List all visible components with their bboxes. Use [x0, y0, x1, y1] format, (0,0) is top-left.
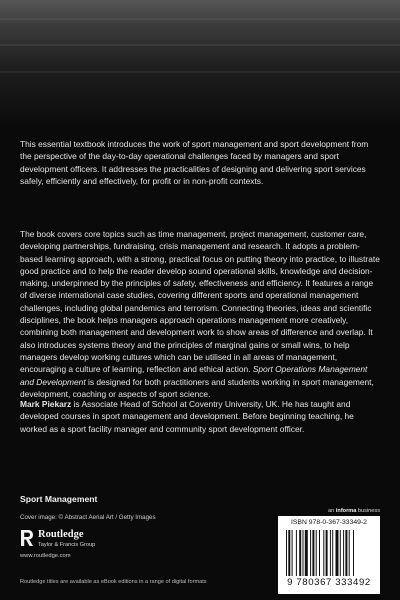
publisher-name: Routledge	[38, 529, 84, 540]
author-name: Mark Piekarz	[20, 399, 72, 409]
photo-texture-line	[0, 71, 400, 73]
description-part-1: The book covers core topics such as time management, project management, customer care, developing partnerships, fundraising, crisis management and research. It adopts a problem-based learning approach, with a strong, practical focus on putting theory into practice, to illustrate good practice and to help the reader develop sound operational skills, knowledge and decision-making, underpinned by the principles of safety, effectiveness and efficiency. It features a range of diverse international case studies, covering different sports and operational management challenges, including global pandemics and terrorism. Connecting theories, ideas and scientific disciplines, the book helps managers approach operations management more creatively, combining both management and development work to show areas of difference and overlap. It also introduces systems theory and the principles of marginal gains or small wins, to help managers develop working cultures which can be utilised in all areas of management, encouraging a culture of learning, reflection and ethical action.	[20, 229, 380, 375]
series-label: Sport Management	[20, 494, 98, 504]
description-text	[20, 228, 382, 400]
barcode-panel	[278, 516, 380, 594]
routledge-logo-icon	[20, 529, 34, 547]
barcode-digits: 9 780367 333492	[287, 577, 371, 588]
informa-brand: informa	[335, 508, 357, 514]
description-part-2: is designed for both practitioners and students working in sport management, development, coaching or aspects of sport science.	[20, 376, 374, 399]
isbn-label: ISBN 978-0-367-33349-2	[291, 519, 367, 526]
description-paragraph	[20, 228, 382, 409]
barcode-icon	[286, 530, 374, 576]
informa-prefix: an	[328, 508, 335, 514]
intro-paragraph	[20, 138, 382, 196]
informa-business-label	[328, 508, 380, 514]
publisher-url[interactable]: www.routledge.com	[20, 553, 71, 559]
author-paragraph	[20, 398, 382, 444]
intro-text: This essential textbook introduces the work of sport management and sport development from the perspective of the day-to-day operational challenges faced by managers and sport development officers. It addresses the practicalities of designing and delivering sport services safely, efficiently and effectively, for profit or in non-profit contexts.	[20, 139, 369, 186]
informa-suffix: business	[357, 508, 380, 514]
photo-texture-line	[0, 44, 400, 46]
publisher-group: Taylor & Francis Group	[38, 542, 96, 548]
photo-texture-line	[0, 18, 400, 20]
cover-photo	[0, 0, 400, 125]
book-title-italic: Sport Operations Management and Development	[20, 364, 368, 387]
author-text	[20, 398, 382, 435]
cover-credit: Cover image: © Abstract Aerial Art / Getty Images	[20, 514, 156, 521]
author-bio: is Associate Head of School at Coventry University, UK. He has taught and developed courses in sport management and development. Before beginning teaching, he worked as a sport facility manager and community sport development officer.	[20, 399, 354, 434]
ebook-note: Routledge titles are available as eBook editions in a range of digital formats	[20, 579, 207, 585]
publisher-block	[20, 529, 160, 565]
